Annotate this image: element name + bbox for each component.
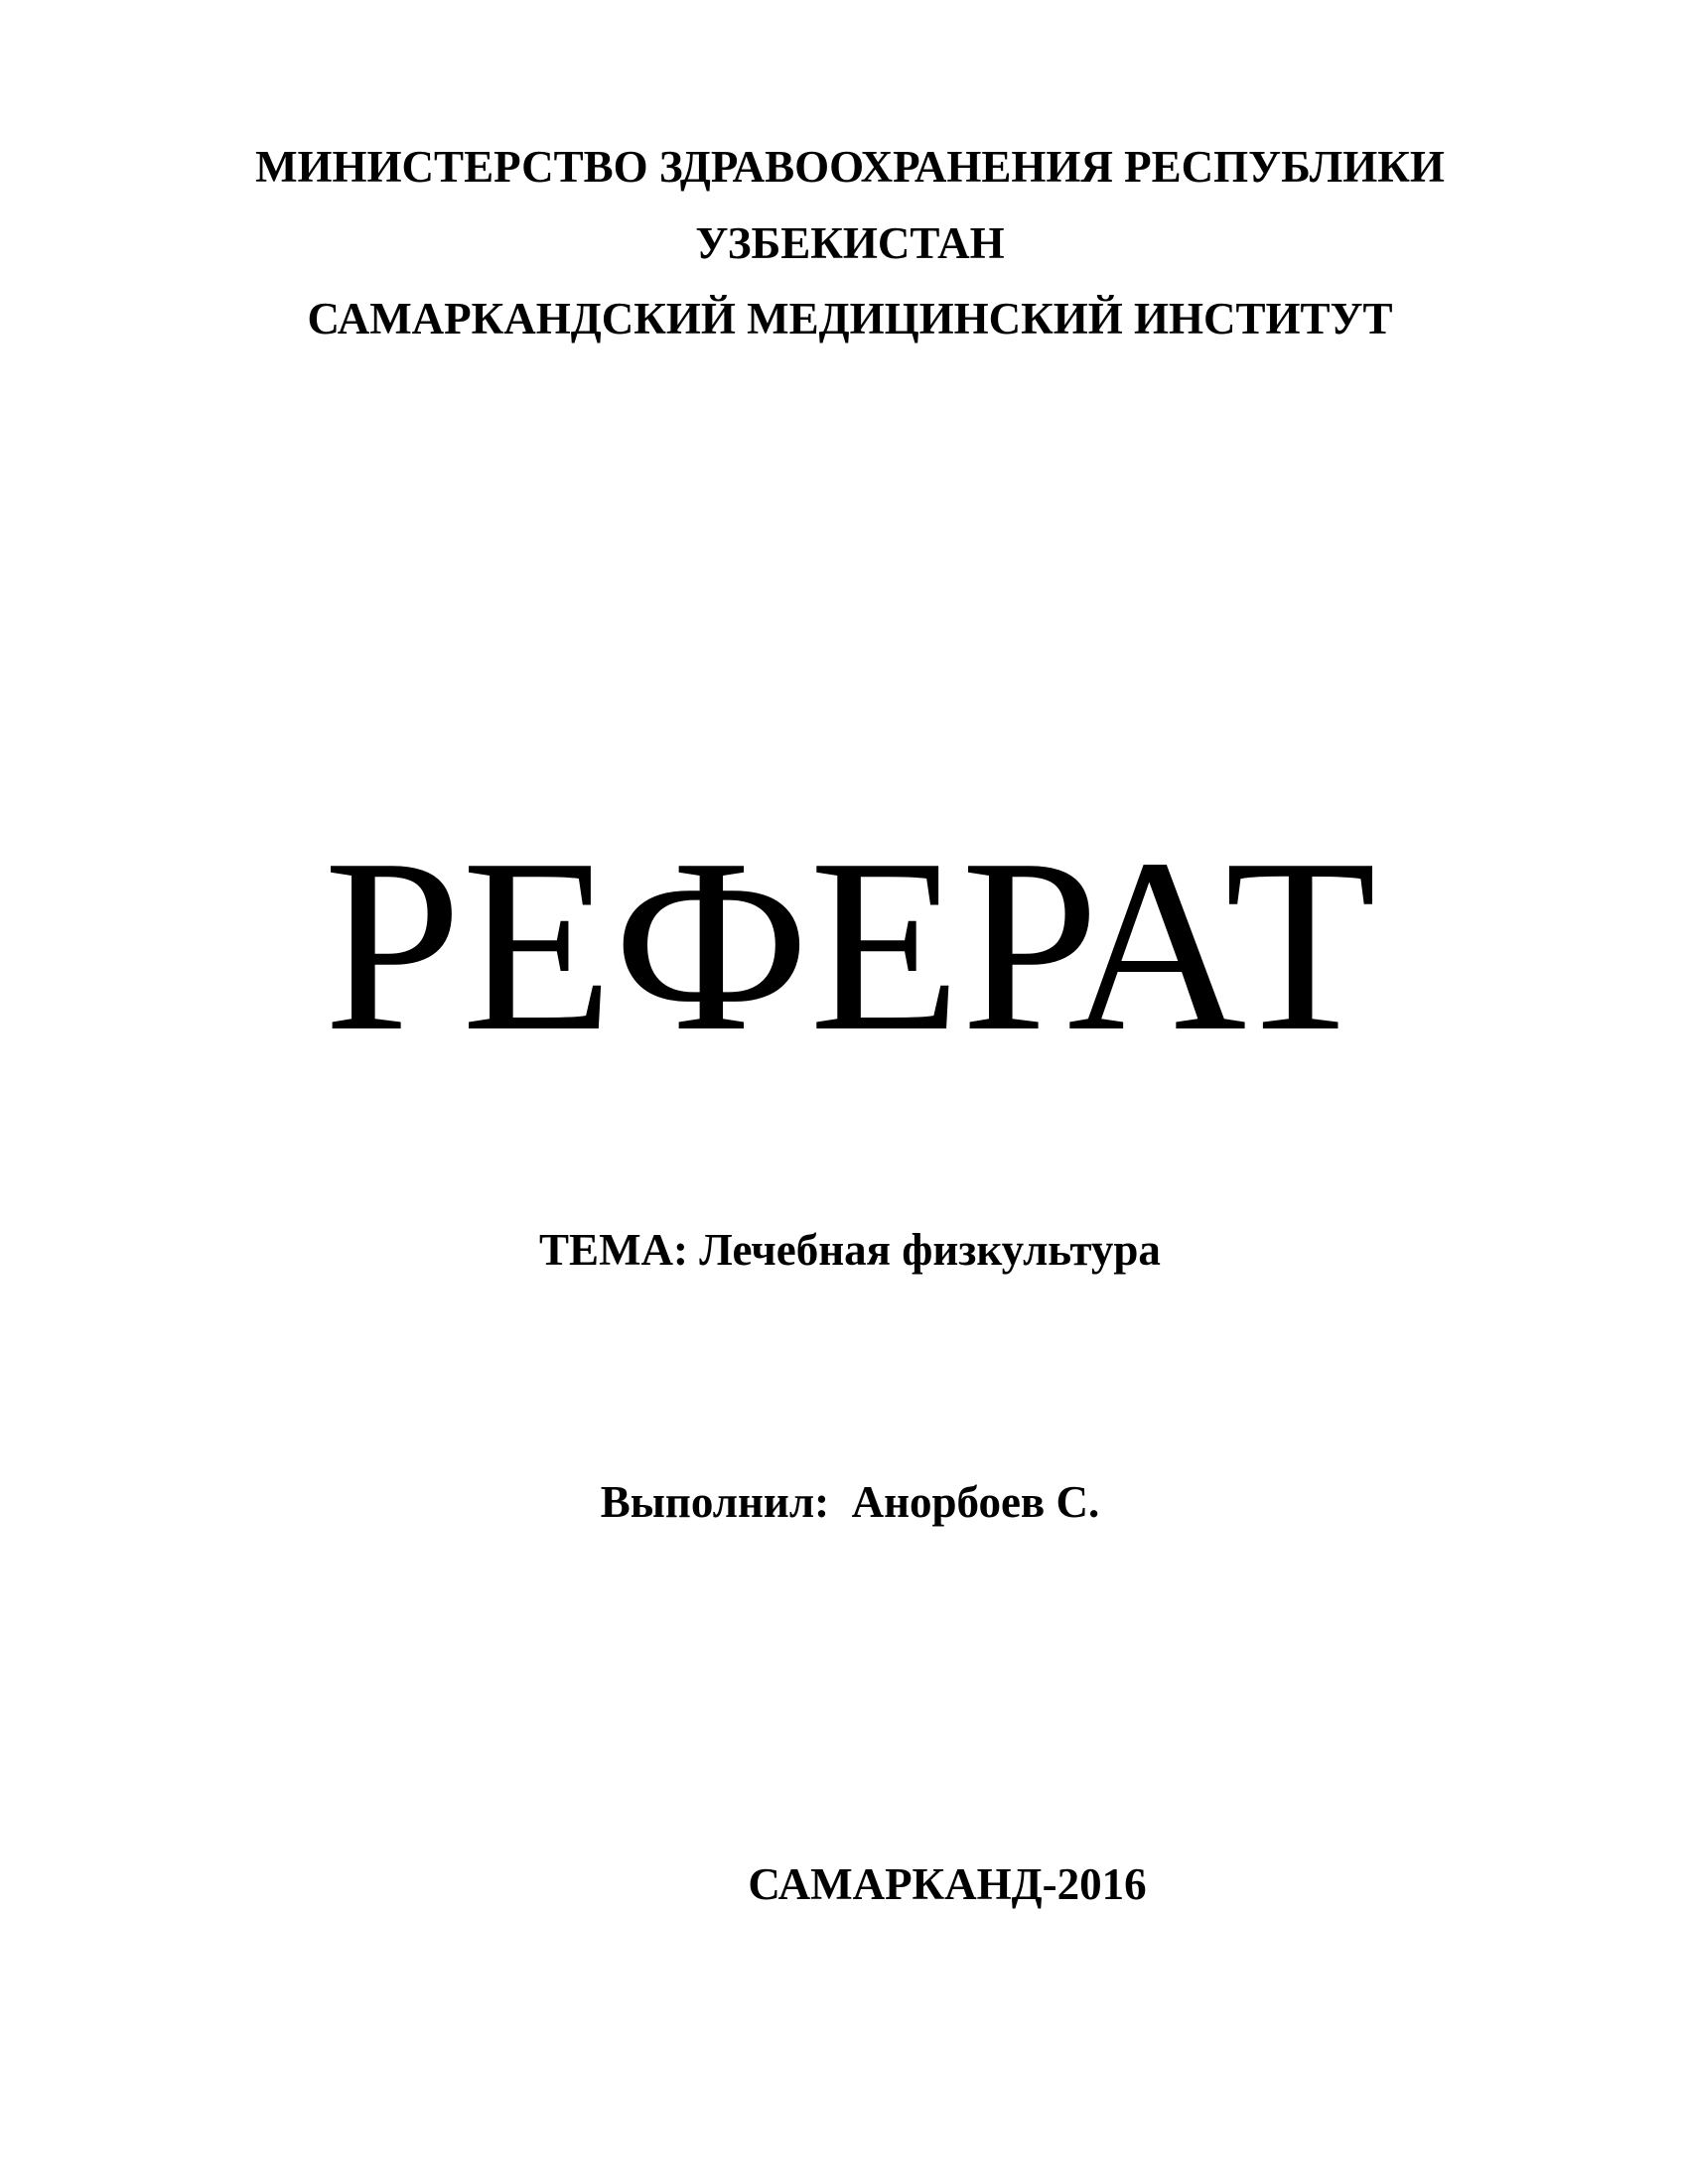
topic-label: ТЕМА: xyxy=(539,1225,689,1275)
author-line xyxy=(0,1477,1688,1527)
ministry-heading: МИНИСТЕРСТВО ЗДРАВООХРАНЕНИЯ РЕСПУБЛИКИ xyxy=(255,142,1445,192)
document-title: РЕФЕРАТ xyxy=(323,808,1377,1083)
topic-line xyxy=(0,1225,1688,1275)
topic-value: Лечебная физкультура xyxy=(699,1225,1161,1275)
institute-heading: САМАРКАНДСКИЙ МЕДИЦИНСКИЙ ИНСТИТУТ xyxy=(307,294,1393,343)
author-name: Анорбоев С. xyxy=(851,1477,1100,1527)
author-label: Выполнил: xyxy=(600,1477,830,1527)
country-heading: УЗБЕКИСТАН xyxy=(695,218,1005,268)
city-year: САМАРКАНД-2016 xyxy=(748,1859,1147,1909)
